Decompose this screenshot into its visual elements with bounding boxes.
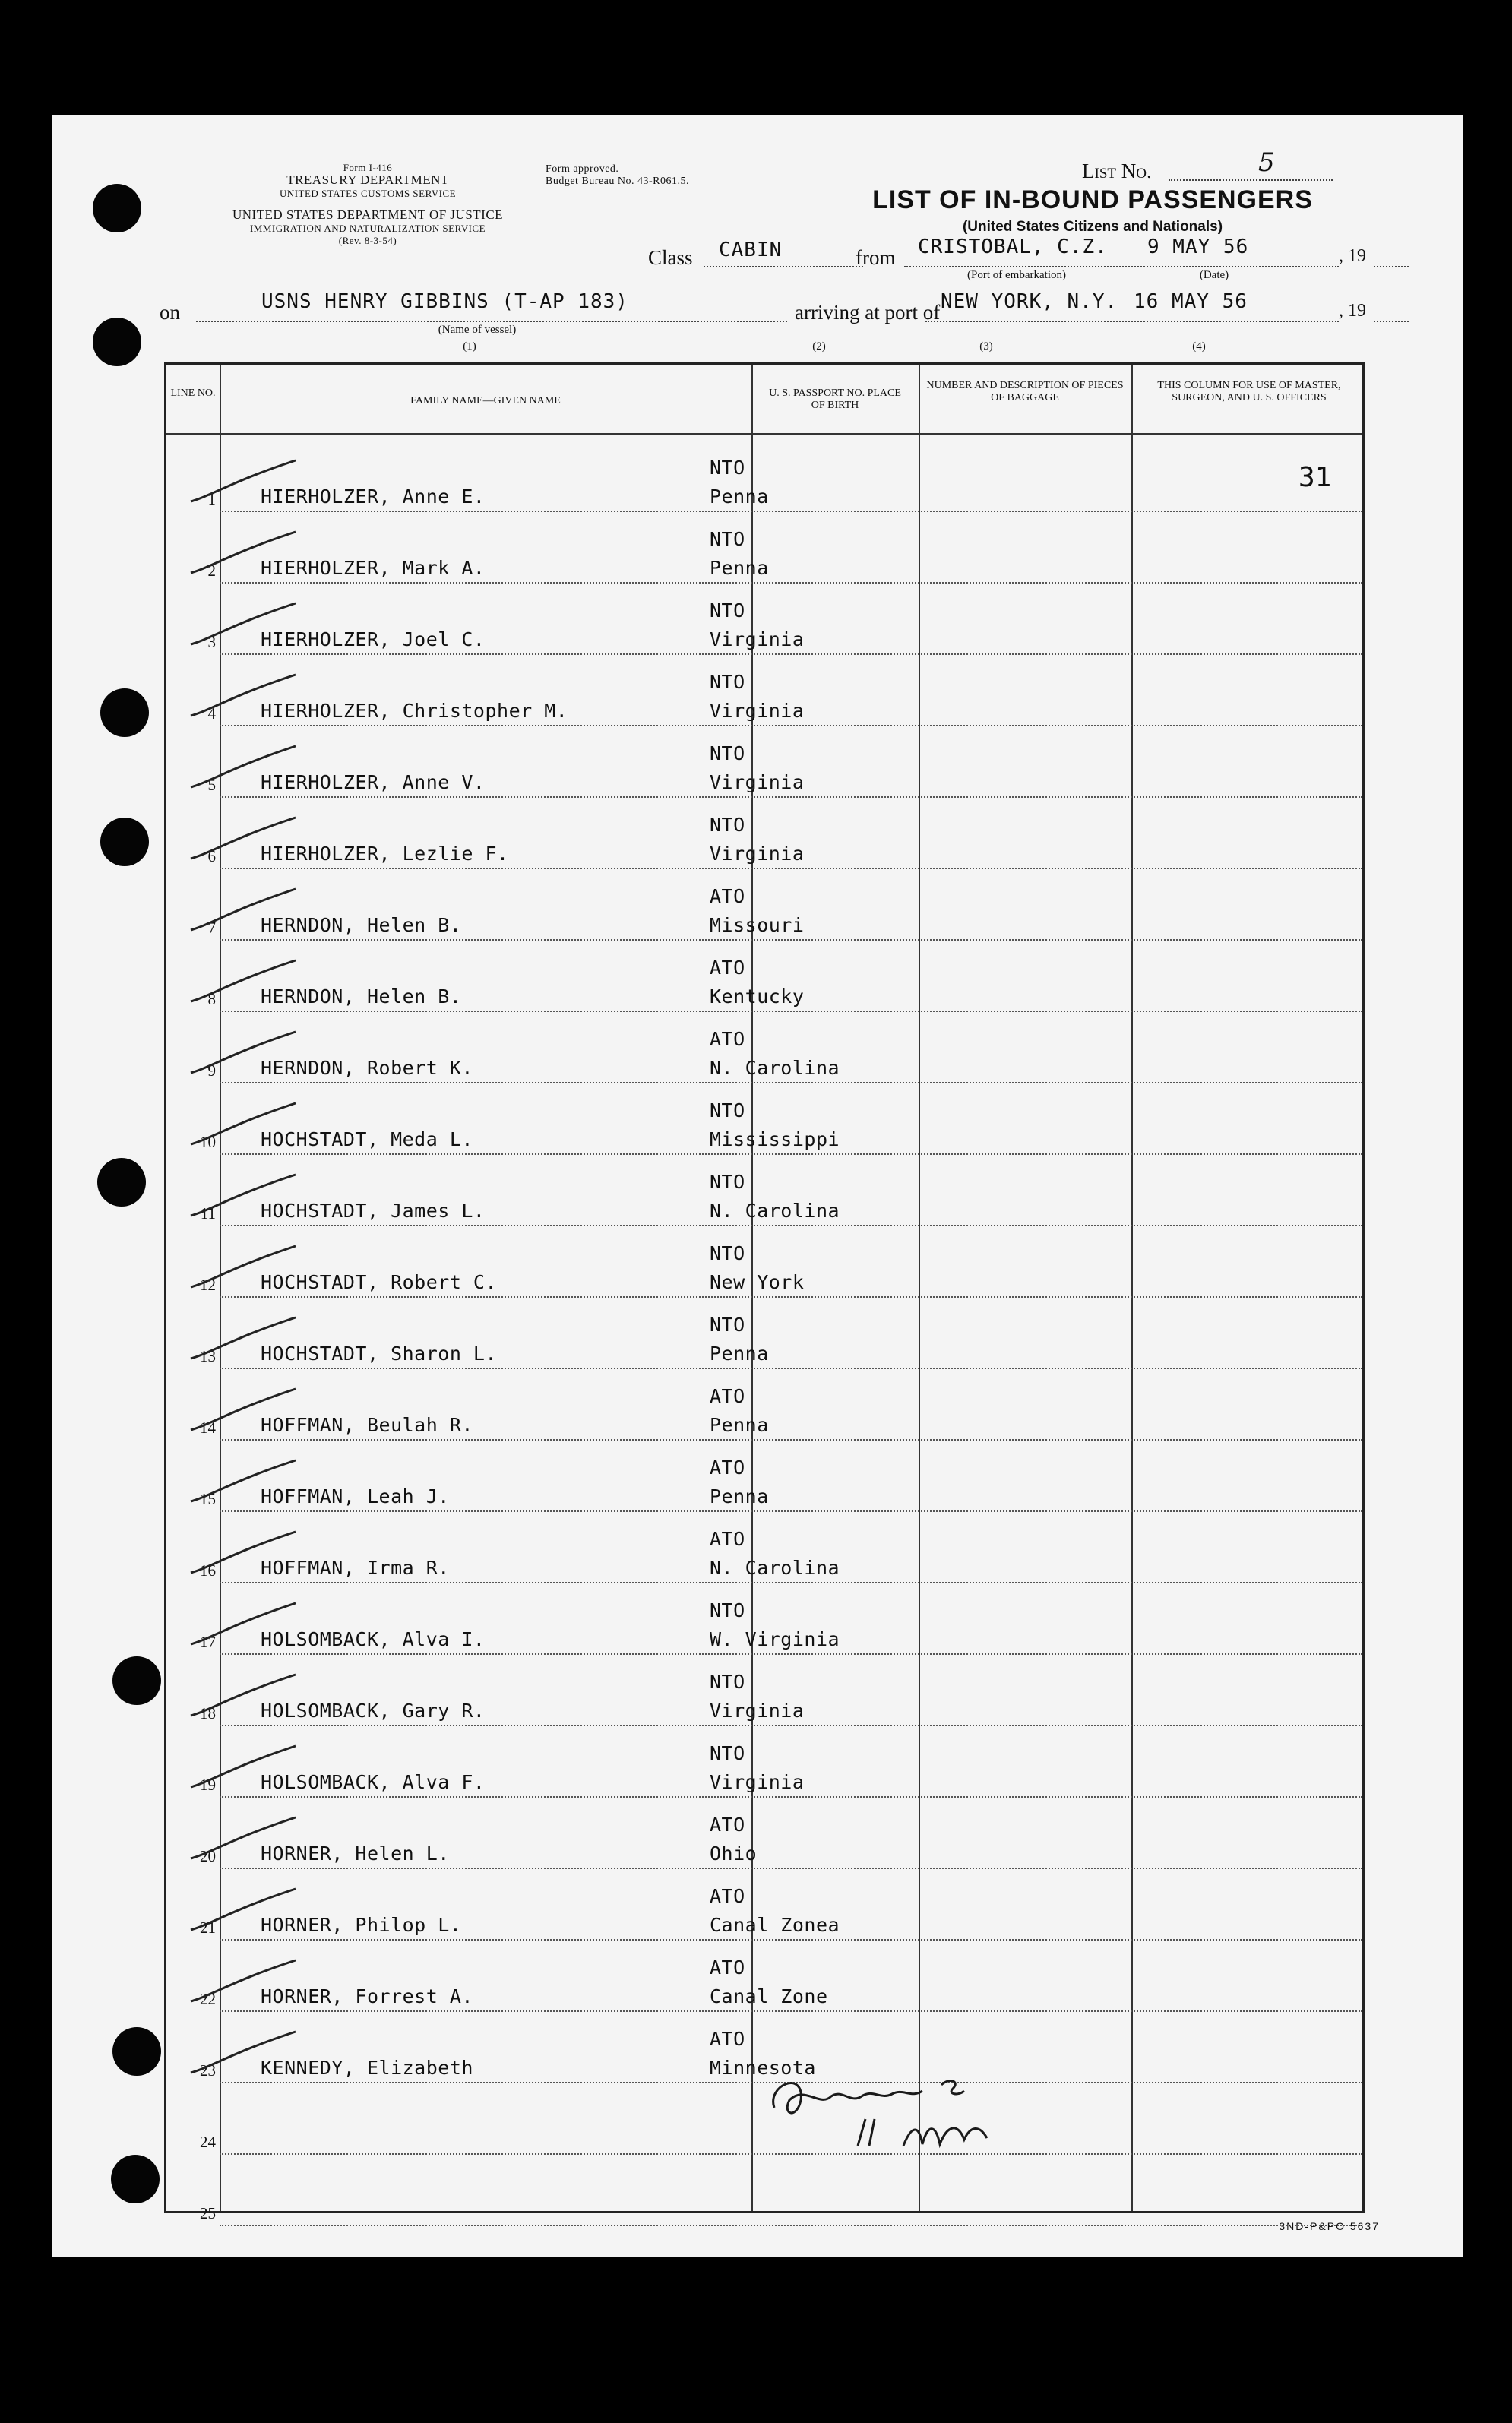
list-no-value: 5 xyxy=(1258,147,1275,178)
place-of-birth: Virginia xyxy=(710,700,805,722)
check-mark-icon xyxy=(189,1957,303,2006)
check-mark-icon xyxy=(189,815,303,863)
table-row xyxy=(166,869,1362,941)
line-number: 20 xyxy=(200,1847,216,1865)
year-line-2 xyxy=(1374,321,1409,322)
list-no-line xyxy=(1169,179,1333,181)
table-row xyxy=(166,1583,1362,1655)
passport-status: ATO xyxy=(710,885,745,907)
nineteen-1: , 19 xyxy=(1339,246,1366,266)
place-of-birth: Virginia xyxy=(710,843,805,865)
place-of-birth: Penna xyxy=(710,486,769,508)
line-number: 14 xyxy=(200,1419,216,1437)
page-subtitle: (United States Citizens and Nationals) xyxy=(962,219,1223,235)
check-mark-icon xyxy=(189,1386,303,1435)
check-mark-icon xyxy=(189,529,303,577)
table-row xyxy=(166,1726,1362,1798)
line-number: 15 xyxy=(200,1490,216,1508)
line-number: 5 xyxy=(207,776,216,794)
col-header-officers: THIS COLUMN FOR USE OF MASTER, SURGEON, AND U. S. OFFICERS xyxy=(1157,380,1341,403)
check-mark-icon xyxy=(189,1814,303,1863)
passenger-name: HOCHSTADT, Sharon L. xyxy=(261,1343,498,1365)
check-mark-icon xyxy=(189,1314,303,1363)
line-number: 12 xyxy=(200,1276,216,1294)
passenger-name: HIERHOLZER, Mark A. xyxy=(261,557,486,579)
passenger-name: HOFFMAN, Leah J. xyxy=(261,1485,450,1507)
line-number: 18 xyxy=(200,1704,216,1722)
table-row xyxy=(166,1369,1362,1441)
table-row xyxy=(166,941,1362,1012)
passport-status: NTO xyxy=(710,1742,745,1764)
class-line xyxy=(704,266,863,267)
place-of-birth: N. Carolina xyxy=(710,1200,840,1222)
table-row xyxy=(166,1869,1362,1941)
table-row xyxy=(166,1512,1362,1583)
binder-hole xyxy=(93,184,141,232)
table-row xyxy=(166,512,1362,584)
from-date: 9 MAY 56 xyxy=(1147,236,1249,258)
check-mark-icon xyxy=(189,886,303,935)
check-mark-icon xyxy=(189,1100,303,1149)
vessel-caption: (Name of vessel) xyxy=(438,324,517,336)
on-label: on xyxy=(160,301,180,324)
table-row xyxy=(166,726,1362,798)
passenger-name: HERNDON, Robert K. xyxy=(261,1057,473,1079)
passport-status: NTO xyxy=(710,814,745,836)
class-label: Class xyxy=(648,246,693,269)
check-mark-icon xyxy=(189,743,303,792)
passport-status: NTO xyxy=(710,671,745,693)
place-of-birth: N. Carolina xyxy=(710,1557,840,1579)
arrival-date: 16 MAY 56 xyxy=(1134,290,1248,313)
line-number: 24 xyxy=(200,2133,216,2151)
col-header-passport: U. S. PASSPORT NO. PLACE OF BIRTH xyxy=(769,387,901,411)
passport-status: ATO xyxy=(710,1956,745,1979)
line-number: 17 xyxy=(200,1633,216,1651)
passenger-name: HERNDON, Helen B. xyxy=(261,985,462,1007)
place-of-birth: Penna xyxy=(710,557,769,579)
arrival-port: NEW YORK, N.Y. xyxy=(941,290,1118,313)
table-row xyxy=(166,798,1362,869)
passport-status: ATO xyxy=(710,1528,745,1550)
nineteen-2: , 19 xyxy=(1339,301,1366,321)
binder-hole xyxy=(93,318,141,366)
line-number: 19 xyxy=(200,1776,216,1794)
passenger-name: HOLSOMBACK, Alva I. xyxy=(261,1628,486,1650)
check-mark-icon xyxy=(189,1029,303,1077)
col-header-name: FAMILY NAME—GIVEN NAME xyxy=(410,395,561,406)
passenger-name: HOCHSTADT, Robert C. xyxy=(261,1271,498,1293)
check-mark-icon xyxy=(189,1243,303,1292)
row-rule xyxy=(220,2225,1362,2226)
form-approved: Form approved. xyxy=(546,163,619,175)
page-title: LIST OF IN-BOUND PASSENGERS xyxy=(872,185,1313,214)
check-mark-icon xyxy=(189,672,303,720)
passport-status: NTO xyxy=(710,457,745,479)
from-port: CRISTOBAL, C.Z. xyxy=(918,236,1108,258)
check-mark-icon xyxy=(189,1172,303,1220)
vessel-line xyxy=(196,321,787,322)
table-row xyxy=(166,441,1362,512)
line-number: 11 xyxy=(200,1204,216,1223)
place-of-birth: W. Virginia xyxy=(710,1628,840,1650)
footer-code: 3ND-P&PO 5637 xyxy=(1279,2220,1380,2232)
passport-status: NTO xyxy=(710,1242,745,1264)
col-num-3: (3) xyxy=(979,340,993,353)
passport-status: ATO xyxy=(710,957,745,979)
check-mark-icon xyxy=(189,457,303,506)
col-num-4: (4) xyxy=(1192,340,1206,353)
officer-note: 31 xyxy=(1298,462,1332,493)
passenger-name: HIERHOLZER, Christopher M. xyxy=(261,700,568,722)
form-number: Form I-416 xyxy=(343,162,393,173)
place-of-birth: New York xyxy=(710,1271,805,1293)
table-row xyxy=(166,1655,1362,1726)
passport-status: NTO xyxy=(710,1171,745,1193)
customs-service: UNITED STATES CUSTOMS SERVICE xyxy=(279,188,457,199)
passenger-name: HOCHSTADT, Meda L. xyxy=(261,1128,473,1150)
place-of-birth: Canal Zonea xyxy=(710,1914,840,1936)
passenger-name: HOLSOMBACK, Alva F. xyxy=(261,1771,486,1793)
treasury-department: TREASURY DEPARTMENT xyxy=(286,172,449,187)
line-number: 2 xyxy=(207,561,216,580)
passenger-name: KENNEDY, Elizabeth xyxy=(261,2057,473,2079)
place-of-birth: N. Carolina xyxy=(710,1057,840,1079)
col-header-line: LINE NO. xyxy=(170,387,216,399)
passenger-name: HIERHOLZER, Lezlie F. xyxy=(261,843,509,865)
binder-hole xyxy=(112,1656,161,1705)
passenger-name: HIERHOLZER, Anne E. xyxy=(261,486,486,508)
budget-bureau: Budget Bureau No. 43-R061.5. xyxy=(546,176,689,187)
passenger-name: HOCHSTADT, James L. xyxy=(261,1200,486,1222)
line-number: 21 xyxy=(200,1918,216,1937)
table-row xyxy=(166,584,1362,655)
passenger-name: HOFFMAN, Beulah R. xyxy=(261,1414,473,1436)
check-mark-icon xyxy=(189,1886,303,1934)
document-page xyxy=(52,115,1463,2257)
binder-hole xyxy=(111,2155,160,2203)
table-row xyxy=(166,1298,1362,1369)
table-row xyxy=(166,1155,1362,1226)
binder-hole xyxy=(100,818,149,866)
table-row xyxy=(166,1798,1362,1869)
line-number: 10 xyxy=(200,1133,216,1151)
passenger-name: HIERHOLZER, Joel C. xyxy=(261,628,486,650)
col-num-1: (1) xyxy=(463,340,476,353)
line-number: 3 xyxy=(207,633,216,651)
passport-status: NTO xyxy=(710,528,745,550)
passport-status: NTO xyxy=(710,599,745,622)
line-number: 7 xyxy=(207,919,216,937)
check-mark-icon xyxy=(189,1672,303,1720)
from-line xyxy=(904,266,1339,267)
passport-status: ATO xyxy=(710,2028,745,2050)
passenger-name: HORNER, Forrest A. xyxy=(261,1985,473,2007)
passport-status: NTO xyxy=(710,1671,745,1693)
binder-hole xyxy=(97,1158,146,1207)
line-number: 9 xyxy=(207,1061,216,1080)
year-line-1 xyxy=(1374,266,1409,267)
passport-status: ATO xyxy=(710,1028,745,1050)
binder-hole xyxy=(100,688,149,737)
line-number: 23 xyxy=(200,2061,216,2080)
list-no-label: List No. xyxy=(1082,160,1152,182)
table-row xyxy=(166,1083,1362,1155)
line-number: 4 xyxy=(207,704,216,723)
check-mark-icon xyxy=(189,1743,303,1792)
revision-date: (Rev. 8-3-54) xyxy=(338,235,397,246)
date-caption: (Date) xyxy=(1199,269,1229,281)
table-row xyxy=(166,655,1362,726)
place-of-birth: Missouri xyxy=(710,914,805,936)
line-number: 25 xyxy=(200,2204,216,2222)
place-of-birth: Canal Zone xyxy=(710,1985,828,2007)
line-number: 16 xyxy=(200,1561,216,1580)
handwritten-signature xyxy=(759,2054,1078,2161)
check-mark-icon xyxy=(189,2029,303,2077)
line-number: 6 xyxy=(207,847,216,865)
passenger-name: HIERHOLZER, Anne V. xyxy=(261,771,486,793)
line-number: 1 xyxy=(207,490,216,508)
table-row xyxy=(166,1012,1362,1083)
immigration-service: IMMIGRATION AND NATURALIZATION SERVICE xyxy=(249,223,486,234)
line-number: 8 xyxy=(207,990,216,1008)
table-row xyxy=(166,1226,1362,1298)
check-mark-icon xyxy=(189,1457,303,1506)
col-num-2: (2) xyxy=(812,340,826,353)
passenger-name: HORNER, Philop L. xyxy=(261,1914,462,1936)
passenger-name: HERNDON, Helen B. xyxy=(261,914,462,936)
passport-status: ATO xyxy=(710,1885,745,1907)
passport-status: NTO xyxy=(710,1099,745,1121)
passport-status: ATO xyxy=(710,1814,745,1836)
place-of-birth: Ohio xyxy=(710,1843,758,1865)
passenger-name: HOLSOMBACK, Gary R. xyxy=(261,1700,486,1722)
place-of-birth: Kentucky xyxy=(710,985,805,1007)
arrival-line xyxy=(925,321,1339,322)
col-header-baggage: NUMBER AND DESCRIPTION OF PIECES OF BAGGAGE xyxy=(926,380,1124,403)
check-mark-icon xyxy=(189,600,303,649)
vessel-name: USNS HENRY GIBBINS (T-AP 183) xyxy=(261,290,628,313)
from-label: from xyxy=(856,246,896,269)
place-of-birth: Virginia xyxy=(710,1771,805,1793)
passport-status: NTO xyxy=(710,1599,745,1621)
passport-status: ATO xyxy=(710,1385,745,1407)
port-embarkation-caption: (Port of embarkation) xyxy=(967,269,1066,281)
check-mark-icon xyxy=(189,957,303,1006)
place-of-birth: Minnesota xyxy=(710,2057,816,2079)
table-row xyxy=(166,1941,1362,2012)
place-of-birth: Virginia xyxy=(710,771,805,793)
place-of-birth: Virginia xyxy=(710,1700,805,1722)
table-row xyxy=(166,1441,1362,1512)
place-of-birth: Penna xyxy=(710,1343,769,1365)
binder-hole xyxy=(112,2027,161,2076)
place-of-birth: Penna xyxy=(710,1414,769,1436)
table-row xyxy=(166,2155,1362,2226)
passport-status: ATO xyxy=(710,1457,745,1479)
line-number: 13 xyxy=(200,1347,216,1365)
passenger-table xyxy=(164,362,1365,2222)
passport-status: NTO xyxy=(710,742,745,764)
line-number: 22 xyxy=(200,1990,216,2008)
place-of-birth: Mississippi xyxy=(710,1128,840,1150)
passport-status: NTO xyxy=(710,1314,745,1336)
passenger-name: HOFFMAN, Irma R. xyxy=(261,1557,450,1579)
class-value: CABIN xyxy=(719,239,783,261)
check-mark-icon xyxy=(189,1600,303,1649)
header-rule xyxy=(166,433,1362,435)
arriving-label: arriving at port of xyxy=(795,301,941,324)
check-mark-icon xyxy=(189,1529,303,1577)
place-of-birth: Penna xyxy=(710,1485,769,1507)
justice-department: UNITED STATES DEPARTMENT OF JUSTICE xyxy=(232,207,504,222)
place-of-birth: Virginia xyxy=(710,628,805,650)
passenger-name: HORNER, Helen L. xyxy=(261,1843,450,1865)
